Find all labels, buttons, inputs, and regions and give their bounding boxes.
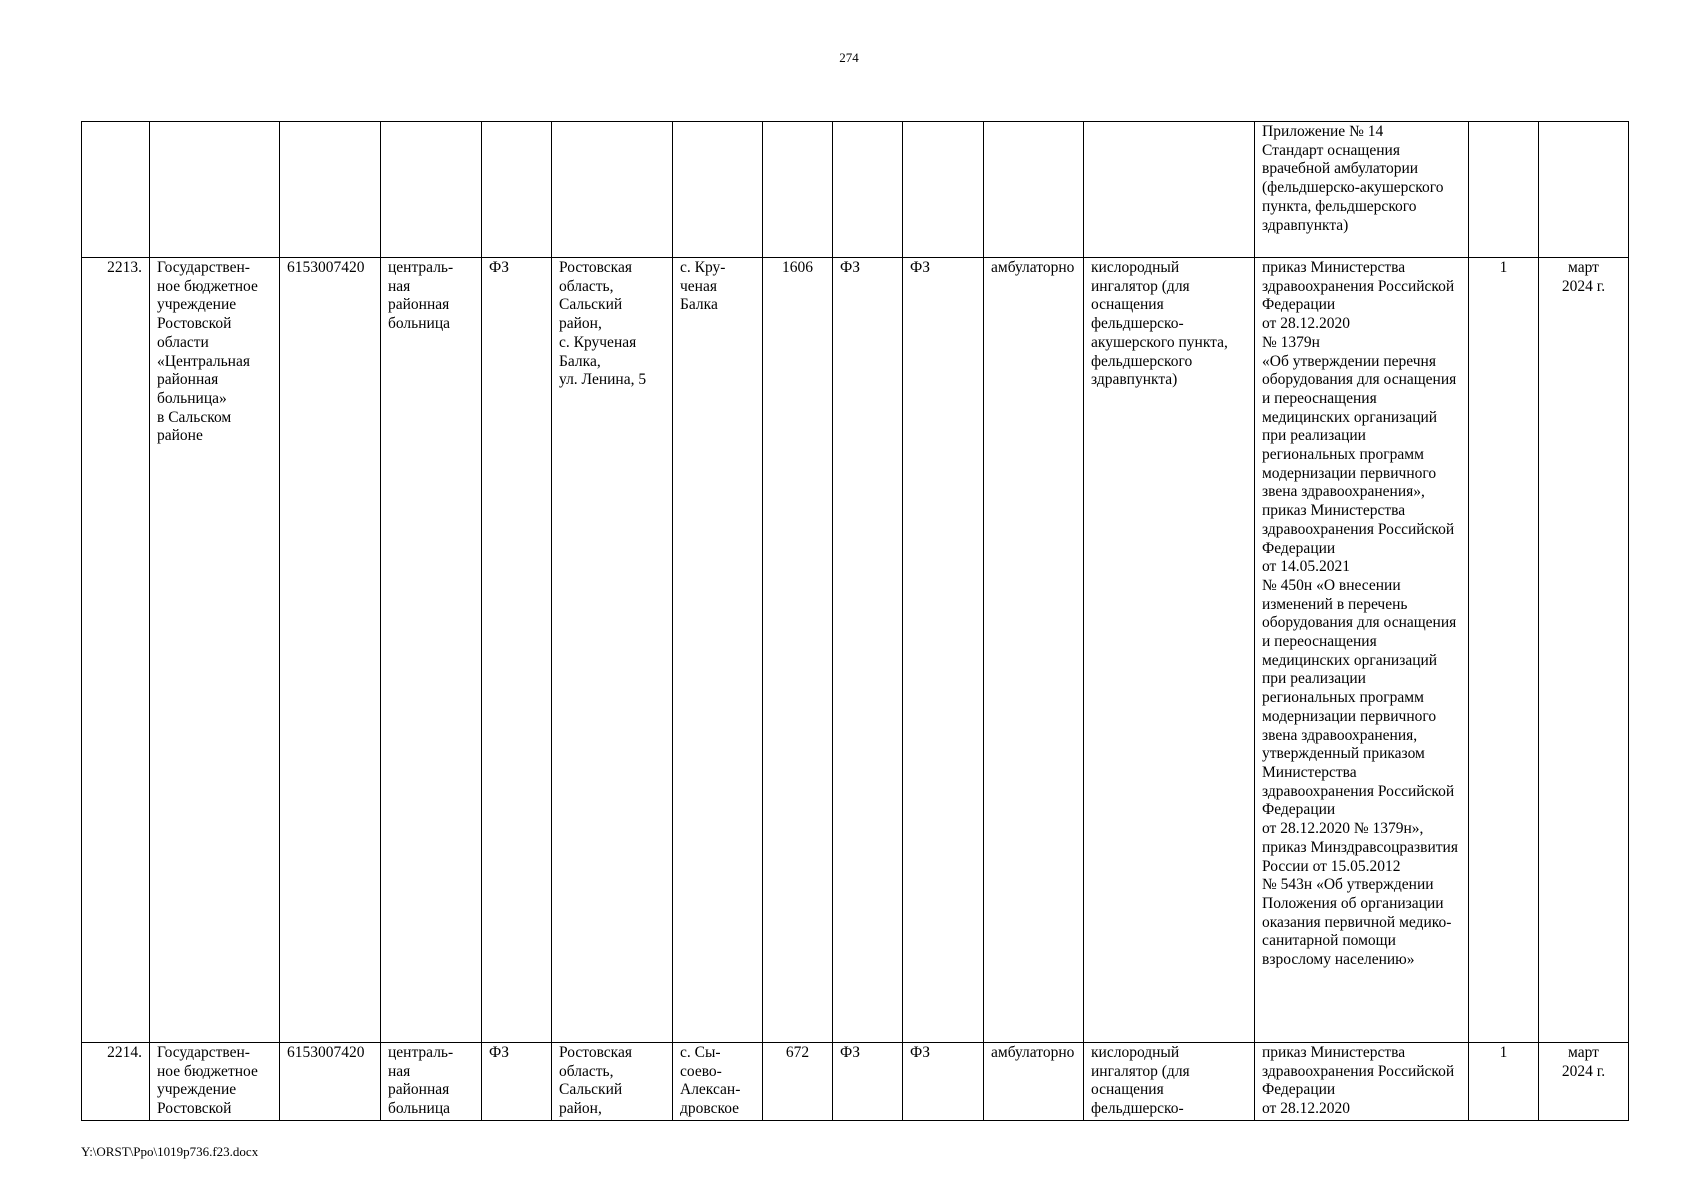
cell-population: 1606 [763,258,833,1043]
cell-institution [150,122,280,258]
table-row [82,122,1629,258]
cell-inn: 6153007420 [280,258,381,1043]
cell-number [82,122,150,258]
cell-legal-basis: приказ Министерства здравоохранения Российской Федерации от 28.12.2020 [1255,1043,1469,1121]
cell-address: Ростовская область, Сальский район, [552,1043,673,1121]
cell-institution: Государствен-ное бюджетное учреждение Ростовской [150,1043,280,1121]
cell-legal-basis: Приложение № 14 Стандарт оснащения врачебной амбулатории (фельдшерско-акушерского пункта, фельдшерского здравпункта) [1255,122,1469,258]
cell-population: 672 [763,1043,833,1121]
cell-institution: Государствен-ное бюджетное учреждение Ростовской области «Центральная районная больница» в Сальском районе [150,258,280,1043]
cell-locality [673,122,763,258]
cell-code-2: ФЗ [833,1043,903,1121]
cell-code-2: ФЗ [833,258,903,1043]
cell-code-3 [903,122,984,258]
cell-type: централь-ная районная больница [381,258,482,1043]
table-row [82,258,1629,1043]
cell-population [763,122,833,258]
cell-code-3: ФЗ [903,1043,984,1121]
cell-locality: с. Кру-ченая Балка [673,258,763,1043]
cell-care-mode: амбулаторно [984,258,1084,1043]
cell-date [1539,122,1629,258]
cell-code-2 [833,122,903,258]
cell-type [381,122,482,258]
cell-care-mode [984,122,1084,258]
cell-code-1 [482,122,552,258]
cell-equipment: кислородный ингалятор (для оснащения фельдшерско-акушерского пункта, фельдшерского здравпункта) [1084,258,1255,1043]
page-number: 274 [839,50,859,65]
cell-code-3: ФЗ [903,258,984,1043]
cell-date: март 2024 г. [1539,1043,1629,1121]
cell-quantity [1469,122,1539,258]
cell-locality: с. Сы-соево-Алексан-дровское [673,1043,763,1121]
cell-code-1: ФЗ [482,258,552,1043]
cell-address [552,122,673,258]
cell-number: 2213. [82,258,150,1043]
cell-date: март 2024 г. [1539,258,1629,1043]
footer-file-path: Y:\ORST\Ppo\1019p736.f23.docx [81,1144,259,1159]
equipment-table [81,121,1629,1121]
cell-equipment [1084,122,1255,258]
cell-equipment: кислородный ингалятор (для оснащения фельдшерско- [1084,1043,1255,1121]
cell-care-mode: амбулаторно [984,1043,1084,1121]
cell-quantity: 1 [1469,258,1539,1043]
cell-code-1: ФЗ [482,1043,552,1121]
cell-inn: 6153007420 [280,1043,381,1121]
cell-inn [280,122,381,258]
cell-quantity: 1 [1469,1043,1539,1121]
cell-legal-basis: приказ Министерства здравоохранения Российской Федерации от 28.12.2020 № 1379н «Об утверждении перечня оборудования для оснащения и переоснащения медицинских организаций при реализации региональных программ модернизации первичного звена здравоохранения», приказ Министерства здравоохранения Российской Федерации от 14.05.2021 № 450н «О внесении изменений в перечень оборудования для оснащения и переоснащения медицинских организаций при реализации региональных программ модернизации первичного звена здравоохранения, утвержденный приказом Министерства здравоохранения Российской Федерации от 28.12.2020 № 1379н», приказ Минздравсоцразвития России от 15.05.2012 № 543н «Об утверждении Положения об организации оказания первичной медико-санитарной помощи взрослому населению» [1255,258,1469,1043]
cell-address: Ростовская область, Сальский район, с. Крученая Балка, ул. Ленина, 5 [552,258,673,1043]
table-row [82,1043,1629,1121]
cell-number: 2214. [82,1043,150,1121]
cell-type: централь-ная районная больница [381,1043,482,1121]
